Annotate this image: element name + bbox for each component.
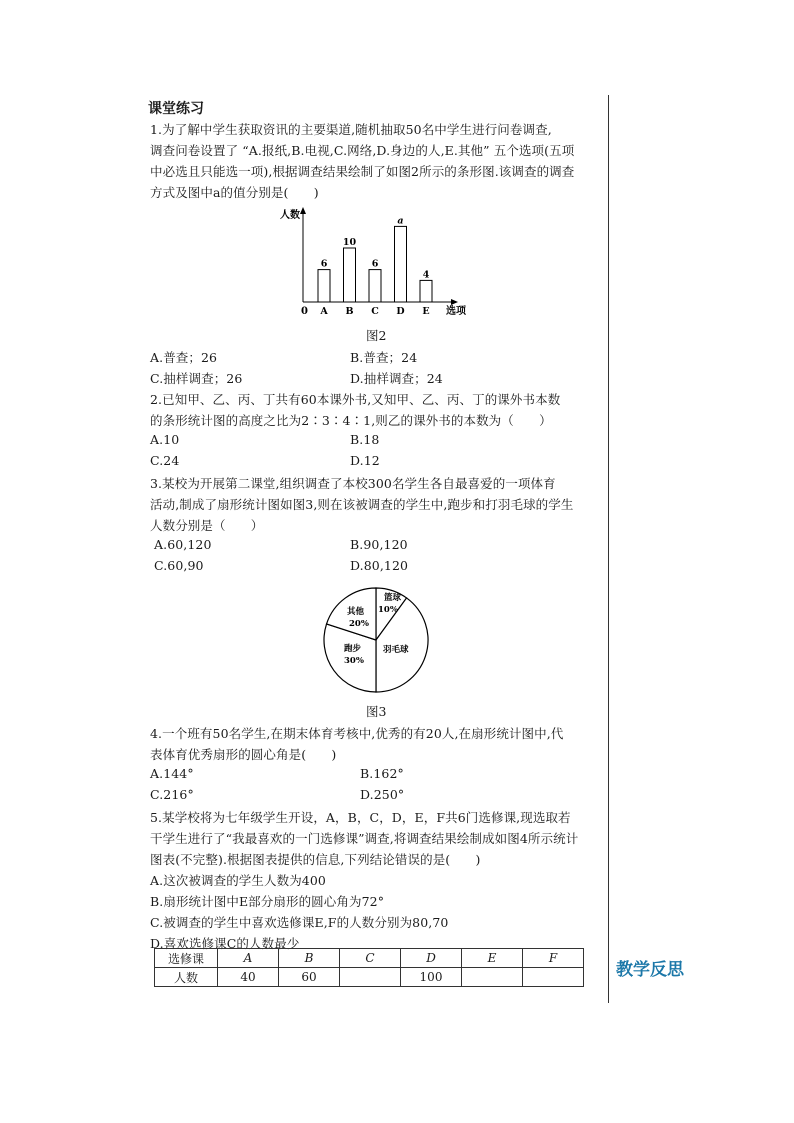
q1-option-d: D.抽样调查；24: [350, 371, 443, 386]
x-tick-label: A: [320, 306, 328, 317]
bar-A: [318, 270, 330, 302]
q3-line-3: 人数分别是（ ）: [150, 518, 264, 533]
q1-line-1: 1.为了解中学生获取资讯的主要渠道,随机抽取50名中学生进行问卷调查,: [150, 122, 552, 137]
x-axis-arrow: [451, 299, 458, 305]
q3-line-1: 3.某校为开展第二课堂,组织调查了本校300名学生各自最喜爱的一项体育: [150, 476, 556, 491]
x-tick-label: D: [396, 306, 405, 317]
q3-option-a: A.60,120: [154, 537, 212, 552]
table-cell: D: [401, 949, 462, 968]
q5-line-2: 干学生进行了“我最喜欢的一门选修课”调查,将调查结果绘制成如图4所示统计: [150, 831, 579, 846]
q3-line-2: 活动,制成了扇形统计图如图3,则在该被调查的学生中,跑步和打羽毛球的学生: [150, 497, 574, 512]
table-cell: 100: [401, 968, 462, 987]
table-cell: 60: [279, 968, 340, 987]
y-axis-arrow: [300, 207, 306, 214]
q3-option-c: C.60,90: [154, 558, 204, 573]
pie-label-badminton: 羽毛球: [383, 645, 409, 655]
table-cell: B: [279, 949, 340, 968]
q1-line-3: 中必选且只能选一项),根据调查结果绘制了如图2所示的条形图.该调查的调查: [150, 164, 575, 179]
table-cell: E: [462, 949, 523, 968]
q4-option-c: C.216°: [150, 787, 194, 802]
x-tick-label: C: [371, 306, 379, 317]
bar-C: [369, 270, 381, 302]
side-label-teaching-reflection: 教学反思: [616, 960, 684, 980]
table-cell: 人数: [155, 968, 218, 987]
q4-line-1: 4.一个班有50名学生,在期末体育考核中,优秀的有20人,在扇形统计图中,代: [150, 726, 564, 741]
x-tick-label: E: [422, 306, 430, 317]
x-axis-label: 选项: [446, 306, 466, 317]
q1-line-2: 调查问卷设置了 “A.报纸,B.电视,C.网络,D.身边的人,E.其他” 五个选项(五项: [150, 143, 575, 158]
pie-percent-running: 30%: [344, 656, 364, 666]
q1-option-a: A.普查；26: [150, 350, 218, 365]
y-axis-label: 人数: [280, 210, 300, 221]
q1-line-4: 方式及图中a的值分别是( ): [150, 185, 319, 200]
pie-label-running: 跑步: [344, 644, 362, 654]
q4-option-a: A.144°: [150, 766, 194, 781]
pie-label-basketball: 篮球: [384, 593, 402, 603]
q5-line-1: 5.某学校将为七年级学生开设，A，B，C，D，E，F共6门选修课,现选取若: [150, 810, 571, 825]
figure-2-caption: 图2: [366, 328, 387, 343]
bar-data-label: 6: [320, 258, 328, 270]
table-cell: F: [523, 949, 584, 968]
q1-option-b: B.普查；24: [350, 350, 418, 365]
bar-chart-figure-2: [270, 204, 470, 322]
q2-line-2: 的条形统计图的高度之比为2∶3∶4∶1,则乙的课外书的本数为（ ）: [150, 413, 552, 428]
x-tick-label: B: [345, 306, 354, 317]
elective-course-table: [154, 948, 584, 987]
bar-E: [420, 280, 432, 302]
q2-option-c: C.24: [150, 453, 180, 468]
q4-option-b: B.162°: [360, 766, 404, 781]
section-title: 课堂练习: [148, 101, 204, 117]
q5-option-d: D.喜欢选修课C的人数最少: [150, 936, 300, 951]
margin-divider: [608, 95, 609, 1003]
bar-data-label: 10: [342, 237, 357, 248]
q2-option-a: A.10: [150, 432, 180, 447]
figure-3-caption: 图3: [366, 704, 387, 719]
q2-option-b: B.18: [350, 432, 380, 447]
table-cell: [523, 968, 584, 987]
table-cell: 40: [218, 968, 279, 987]
table-cell: C: [340, 949, 401, 968]
bar-B: [344, 248, 356, 302]
pie-percent-basketball: 10%: [378, 605, 398, 615]
bar-data-label: 6: [371, 258, 379, 270]
q5-option-c: C.被调查的学生中喜欢选修课E,F的人数分别为80,70: [150, 915, 449, 930]
q4-option-d: D.250°: [360, 787, 405, 802]
q5-option-a: A.这次被调查的学生人数为400: [150, 873, 326, 888]
q4-line-2: 表体育优秀扇形的圆心角是( ): [150, 747, 337, 762]
q2-line-1: 2.已知甲、乙、丙、丁共有60本课外书,又知甲、乙、丙、丁的课外书本数: [150, 392, 561, 407]
q1-option-c: C.抽样调查；26: [150, 371, 243, 386]
table-cell: [340, 968, 401, 987]
table-cell: [462, 968, 523, 987]
q3-option-b: B.90,120: [350, 537, 408, 552]
q5-option-b: B.扇形统计图中E部分扇形的圆心角为72°: [150, 894, 385, 909]
table-row: [155, 968, 584, 987]
q5-line-3: 图表(不完整).根据图表提供的信息,下列结论错误的是( ): [150, 852, 481, 867]
pie-chart-figure-3: [320, 584, 432, 696]
pie-percent-other: 20%: [349, 619, 369, 629]
q3-option-d: D.80,120: [350, 558, 409, 573]
bar-data-label: a: [397, 215, 404, 227]
pie-label-other: 其他: [347, 607, 365, 617]
table-header-row: [155, 949, 584, 968]
table-cell: A: [218, 949, 279, 968]
origin-label: 0: [301, 306, 308, 317]
bar-D: [395, 226, 407, 302]
bar-data-label: 4: [422, 269, 430, 281]
q2-option-d: D.12: [350, 453, 380, 468]
table-cell: 选修课: [155, 949, 218, 968]
